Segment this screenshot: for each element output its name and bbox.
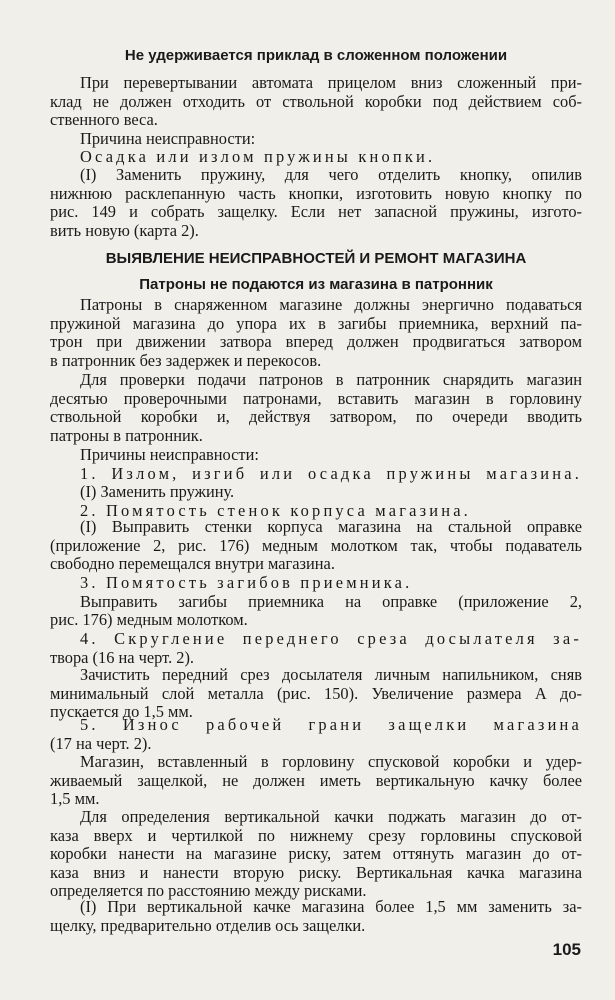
text-line: пускается до 1,5 мм.: [50, 702, 193, 721]
text-line: 4. Скругление переднего среза досылателя за-: [80, 629, 582, 648]
text-line: 2. Помятость стенок корпуса магазина.: [80, 500, 471, 520]
chapter-heading: ВЫЯВЛЕНИЕ НЕИСПРАВНОСТЕЙ И РЕМОНТ МАГАЗИНА: [105, 250, 527, 267]
text-line: (I) Заменить пружину, для чего отделить кнопку, опилив: [80, 165, 582, 184]
text-line: (17 на черт. 2).: [50, 733, 152, 753]
text-line: Зачистить передний срез досылателя личным напильником, сняв: [80, 665, 582, 684]
text-line: 1,5 мм.: [50, 789, 100, 808]
paragraph: [50, 518, 582, 574]
text-line: (приложение 2, рис. 176) медным молотком так, чтобы подаватель: [50, 535, 582, 555]
text-line: определяется по расстоянию между рисками.: [50, 881, 367, 900]
page-number: 105: [552, 940, 581, 959]
text-line: трон при движении затвора вперед должен продвигаться затвором: [50, 332, 582, 351]
paragraph: [50, 446, 582, 520]
text-line: Магазин, вставленный в горловину спусковой коробки и удер-: [80, 752, 582, 771]
text-line: пружиной магазина до упора их в загибы приемника, верхний па-: [50, 313, 582, 333]
text-line: Осадка или излом пружины кнопки.: [80, 147, 436, 166]
paragraph: [50, 808, 582, 901]
text-line: вить новую (карта 2).: [50, 220, 199, 240]
text-line: При перевертывании автомата прицелом вниз сложенный при-: [80, 73, 582, 92]
text-line: клад не должен отходить от ствольной коробки под действием соб-: [50, 91, 582, 111]
paragraph: [50, 574, 582, 630]
text-line: Причина неисправности:: [80, 129, 256, 148]
text-line: нижнюю расклепанную часть кнопки, изготовить новую кнопку по: [50, 183, 582, 203]
paragraph: [50, 666, 582, 722]
paragraph: [50, 753, 582, 809]
text-line: (I) Заменить пружину.: [80, 482, 235, 501]
paragraph: [50, 716, 582, 753]
text-line: Выправить загибы приемника на оправке (приложение 2,: [80, 591, 582, 611]
paragraph: [50, 130, 582, 149]
text-line: (I) Выправить стенки корпуса магазина на стальной оправке: [80, 517, 582, 536]
text-line: каза вниз и нанести вторую риску. Вертикальная качка магазина: [50, 862, 582, 882]
text-line: 1. Излом, изгиб или осадка пружины магазина.: [80, 463, 582, 483]
text-line: десятью проверочными патронами, вставить магазин в горловину: [50, 388, 582, 408]
text-line: в патронник без задержек и перекосов.: [50, 350, 322, 370]
text-line: каза вверх и чертилкой по нижнему срезу горловины спусковой: [50, 825, 582, 845]
text-line: Патроны в снаряженном магазине должны энергично подаваться: [80, 295, 582, 314]
paragraph: [50, 148, 582, 167]
paragraph: [50, 371, 582, 445]
section-heading: Не удерживается приклад в сложенном положении: [124, 47, 508, 64]
text-line: рис. 176) медным молотком.: [50, 610, 248, 629]
text-line: патроны в патронник.: [50, 425, 203, 445]
text-line: минимальный слой металла (рис. 150). Увеличение размера А до-: [50, 683, 582, 703]
text-line: 3. Помятость загибов приемника.: [80, 573, 413, 592]
text-line: живаемый защелкой, не должен иметь вертикальную качку более: [50, 770, 582, 790]
section-heading: Патроны не подаются из магазина в патронник: [139, 276, 493, 293]
text-line: (I) При вертикальной качке магазина более 1,5 мм заменить за-: [80, 897, 582, 916]
text-line: Для определения вертикальной качки поджать магазин до от-: [80, 807, 582, 826]
paragraph: [50, 630, 582, 667]
paragraph: [50, 74, 582, 130]
paragraph: [50, 898, 582, 935]
paragraph: [50, 296, 582, 370]
text-line: коробки нанести на магазине риску, затем оттянуть магазин до от-: [50, 844, 582, 863]
text-line: рис. 149 и собрать защелку. Если нет запасной пружины, изгото-: [50, 202, 582, 221]
text-line: свободно перемещался внутри магазина.: [50, 554, 335, 573]
text-line: ствольной коробки и, действуя затвором, по очереди вводить: [50, 407, 582, 426]
text-line: твора (16 на черт. 2).: [50, 647, 195, 667]
text-line: Причины неисправности:: [80, 445, 259, 464]
paragraph: [50, 166, 582, 240]
text-line: ственного веса.: [50, 110, 158, 129]
text-line: 5. Износ рабочей грани защелки магазина: [80, 715, 582, 734]
text-line: щелку, предварительно отделив ось защелки.: [50, 915, 366, 935]
text-line: Для проверки подачи патронов в патронник снарядить магазин: [80, 370, 582, 389]
